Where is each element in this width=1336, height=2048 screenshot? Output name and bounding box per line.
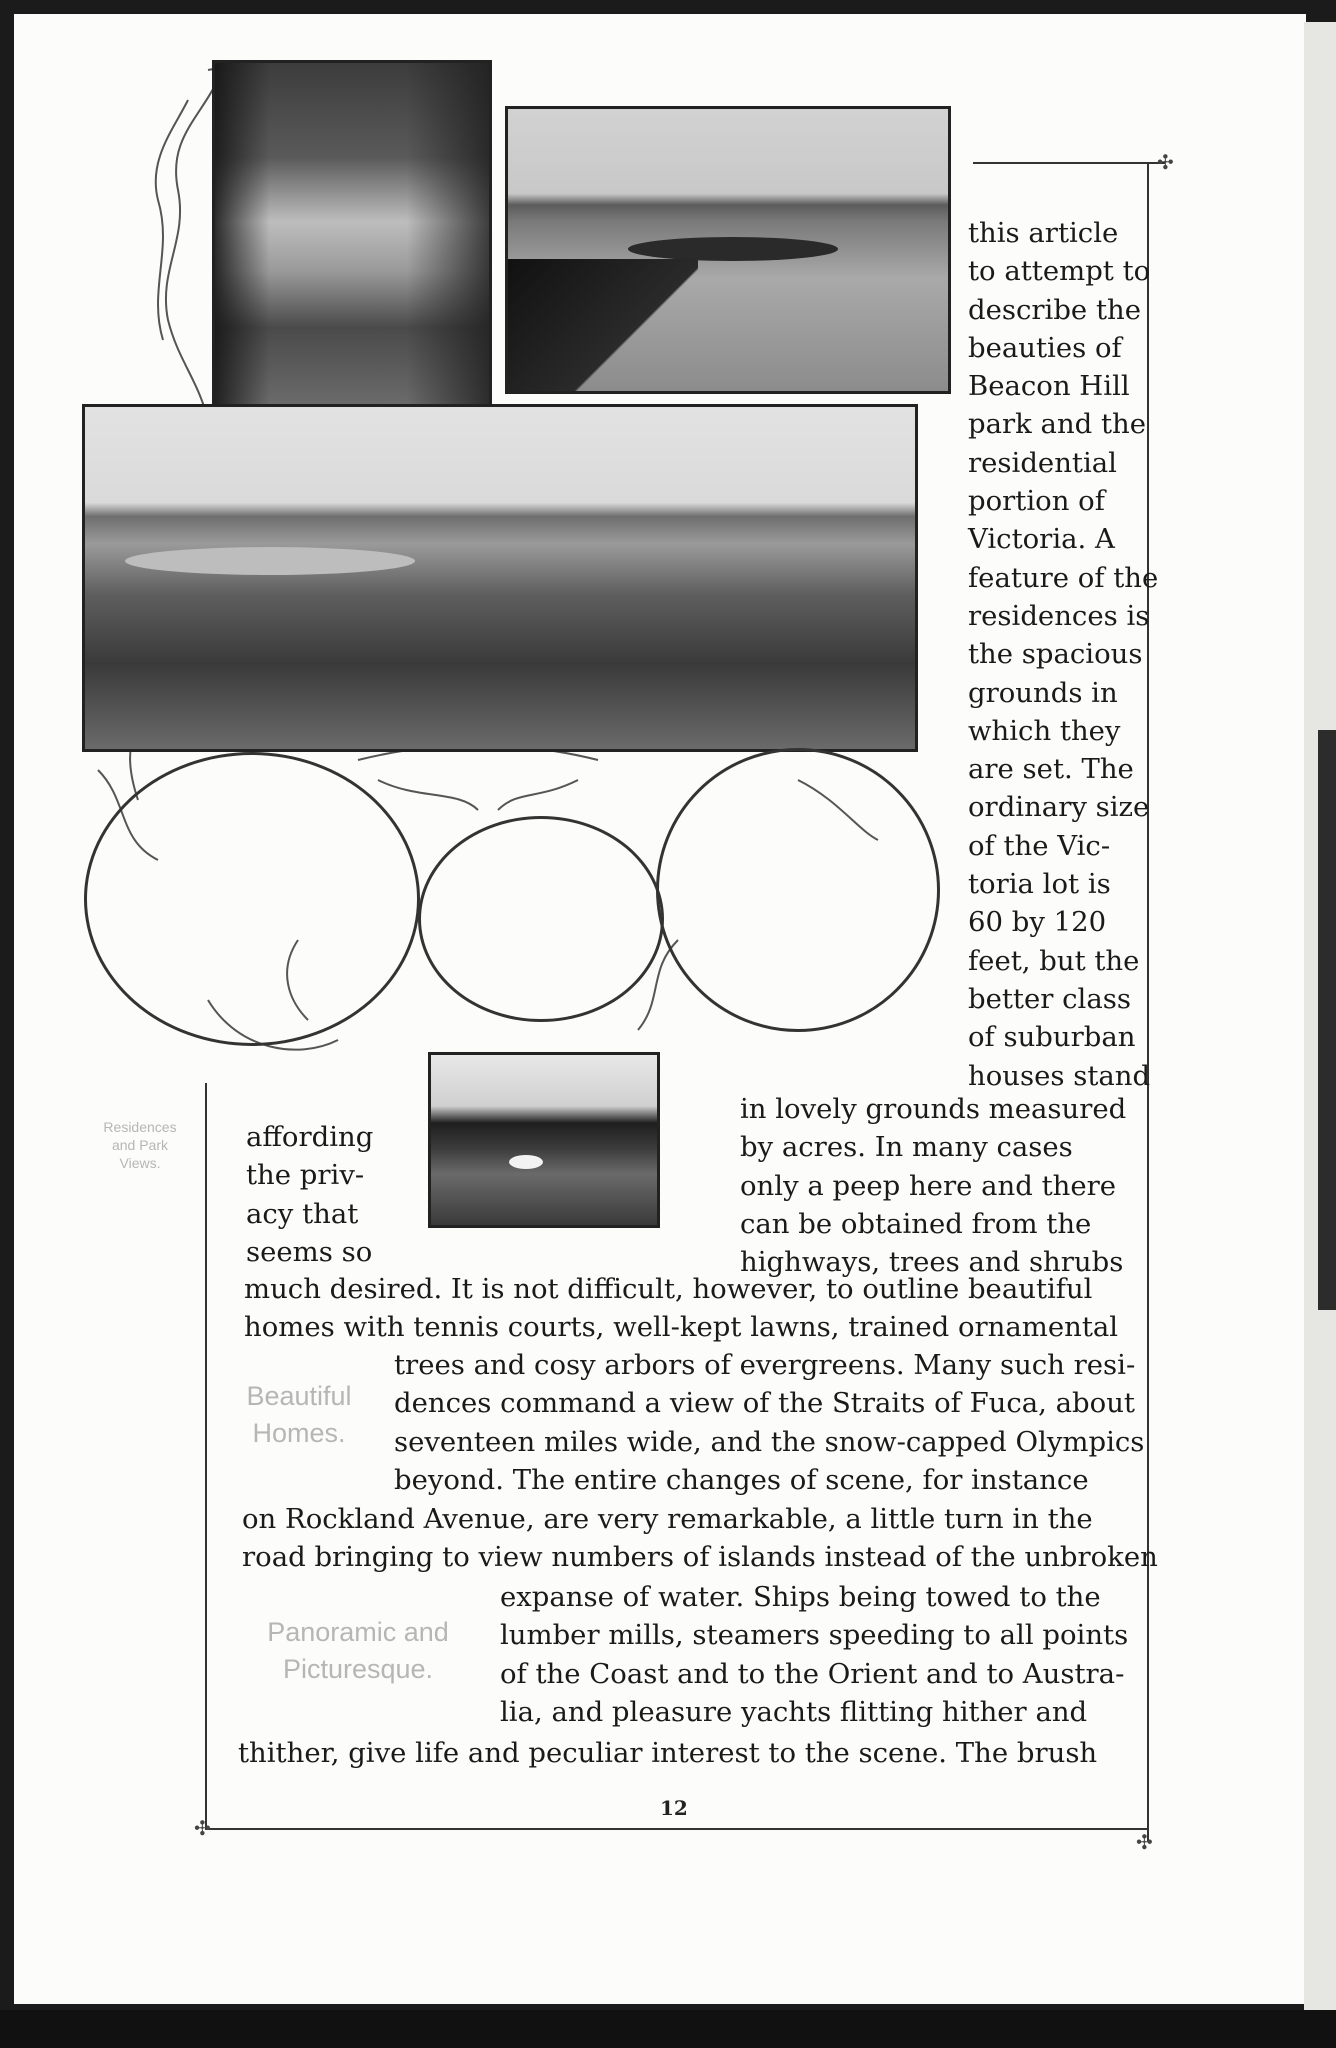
sidenote-line: Panoramic and <box>267 1617 449 1647</box>
text-full-b <box>242 1500 1158 1577</box>
text-line: 60 by 120 <box>968 906 1107 939</box>
text-line: describe the <box>968 293 1141 326</box>
text-line: of the Coast and to the Orient and to Austra- <box>500 1657 1125 1690</box>
caption-photos-line: and Park <box>111 1137 169 1153</box>
text-line: beauties of <box>968 331 1122 364</box>
corner-ornament-bottom-right: ✣ <box>1136 1830 1153 1854</box>
text-line: are set. The <box>968 753 1134 786</box>
text-line: expanse of water. Ships being towed to the <box>500 1581 1101 1613</box>
photo-pond <box>428 1052 660 1228</box>
sidenote-line: Homes. <box>252 1418 346 1448</box>
text-mid-left <box>246 1118 373 1271</box>
text-line: this article <box>968 217 1119 249</box>
frame-bottom-rule <box>205 1828 1149 1830</box>
text-line: homes with tennis courts, well-kept lawns, trained ornamental <box>244 1311 1119 1344</box>
text-line: dences command a view of the Straits of Fuca, about <box>394 1387 1135 1420</box>
text-line: of suburban <box>968 1021 1136 1054</box>
text-line: better class <box>968 982 1131 1015</box>
text-line: residences is <box>968 599 1150 632</box>
next-page-edge <box>1304 22 1336 2012</box>
text-line: on Rockland Avenue, are very remarkable, a little turn in the <box>242 1503 1093 1535</box>
text-mid-right <box>740 1090 1126 1281</box>
scan-border <box>0 2010 1336 2048</box>
text-line: to attempt to <box>968 255 1151 288</box>
text-line: feature of the <box>968 561 1159 594</box>
text-line: acy that <box>246 1197 359 1230</box>
text-line: the priv- <box>246 1159 365 1192</box>
text-line: by acres. In many cases <box>740 1131 1073 1164</box>
text-line: portion of <box>968 485 1105 518</box>
text-line: Victoria. A <box>968 523 1115 556</box>
text-line: road bringing to view numbers of islands instead of the unbroken <box>242 1541 1158 1574</box>
text-line: residential <box>968 446 1117 479</box>
caption-photos <box>82 1118 198 1172</box>
text-line: in lovely grounds measured <box>740 1093 1127 1125</box>
text-line: feet, but the <box>968 944 1140 977</box>
sidenote-line: Beautiful <box>246 1381 352 1411</box>
text-line: affording <box>246 1121 374 1153</box>
text-line: grounds in <box>968 676 1118 709</box>
sidenote-line: Picturesque. <box>282 1654 434 1684</box>
text-line: seventeen miles wide, and the snow-capped Olympics <box>394 1425 1145 1458</box>
text-indent-b <box>500 1578 1128 1731</box>
photo-park-path <box>212 60 492 444</box>
frame-left-rule <box>205 1083 207 1828</box>
corner-ornament-bottom-left: ✣ <box>194 1816 211 1840</box>
text-line: highways, trees and shrubs <box>740 1246 1124 1279</box>
photo-residence-right <box>656 748 940 1032</box>
caption-photos-line: Views. <box>119 1155 161 1171</box>
text-indent-a <box>394 1346 1144 1499</box>
text-line: which they <box>968 714 1121 747</box>
photo-panorama <box>82 404 918 752</box>
text-right-column <box>968 214 1158 1095</box>
text-line: thither, give life and peculiar interest to the scene. The brush <box>238 1737 1098 1769</box>
text-line: trees and cosy arbors of evergreens. Many such resi- <box>394 1349 1136 1381</box>
photo-park-center <box>418 816 664 1022</box>
text-full-a <box>244 1270 1118 1347</box>
text-full-c <box>238 1734 1097 1772</box>
text-line: park and the <box>968 408 1147 441</box>
corner-ornament-top-right: ✣ <box>1157 150 1174 174</box>
text-line: toria lot is <box>968 868 1111 901</box>
text-line: seems so <box>246 1235 373 1268</box>
page-number: 12 <box>660 1796 688 1820</box>
photo-waterfront <box>505 106 951 394</box>
text-line: Beacon Hill <box>968 370 1130 403</box>
text-line: lia, and pleasure yachts flitting hither and <box>500 1695 1088 1728</box>
photo-residence-left <box>84 752 420 1046</box>
caption-photos-line: Residences <box>103 1119 177 1135</box>
text-line: the spacious <box>968 638 1143 671</box>
text-line: lumber mills, steamers speeding to all points <box>500 1619 1129 1652</box>
text-line: beyond. The entire changes of scene, for instance <box>394 1463 1089 1496</box>
sidenote-beautiful-homes <box>224 1378 374 1452</box>
text-line: much desired. It is not difficult, however, to outline beautiful <box>244 1273 1093 1305</box>
next-page-photo-strip <box>1318 730 1336 1310</box>
sidenote-panoramic <box>228 1614 488 1688</box>
frame-top-rule <box>973 162 1165 164</box>
text-line: can be obtained from the <box>740 1207 1092 1240</box>
text-line: houses stand <box>968 1059 1151 1092</box>
text-line: of the Vic- <box>968 829 1111 862</box>
text-line: only a peep here and there <box>740 1169 1117 1202</box>
text-line: ordinary size <box>968 791 1150 824</box>
